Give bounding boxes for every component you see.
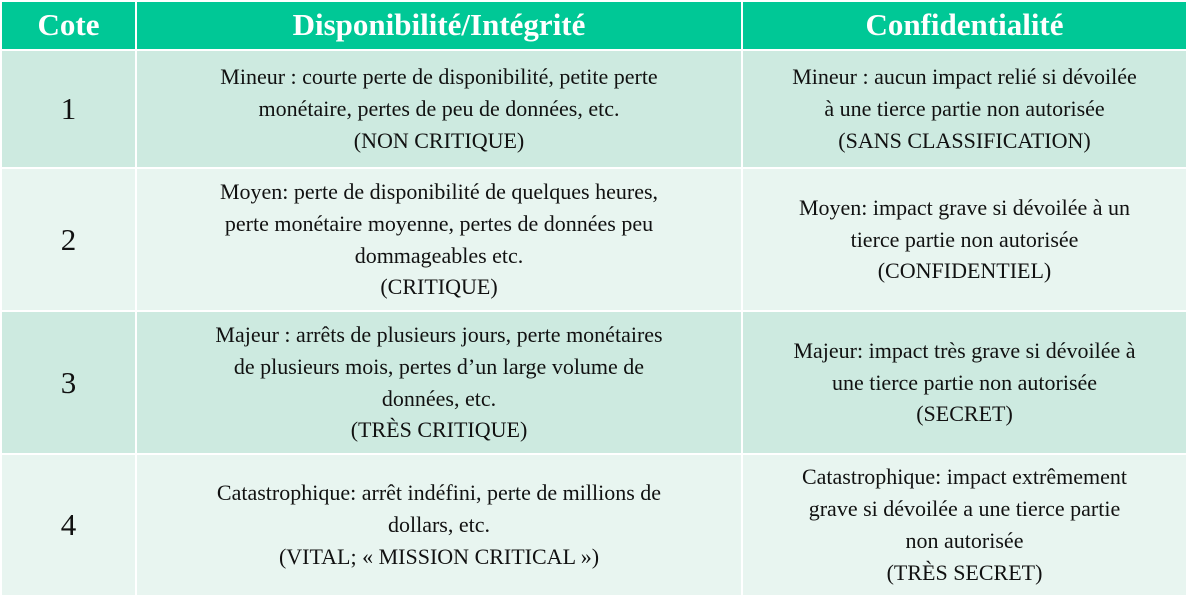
confidentiality-cell — [742, 50, 1186, 168]
cell-line: (CONFIDENTIEL) — [877, 258, 1052, 284]
cell-line: (SANS CLASSIFICATION) — [838, 127, 1091, 153]
cell-line: perte monétaire moyenne, pertes de données peu — [224, 210, 654, 236]
availability-cell — [136, 311, 742, 454]
availability-cell — [136, 168, 742, 311]
rating-cell: 3 — [1, 311, 136, 454]
cell-line: Moyen: perte de disponibilité de quelques heures, — [219, 178, 659, 204]
cell-line: Mineur : aucun impact relié si dévoilée — [792, 64, 1137, 90]
cell-line: monétaire, pertes de peu de données, etc. — [258, 96, 620, 122]
confidentiality-cell — [742, 454, 1186, 596]
cell-line: à une tierce partie non autorisée — [824, 96, 1105, 122]
cell-line: non autorisée — [905, 528, 1024, 553]
cell-line: grave si dévoilée a une tierce partie — [808, 496, 1121, 522]
header-availability-integrity: Disponibilité/Intégrité — [136, 1, 742, 50]
confidentiality-cell — [742, 168, 1186, 311]
cell-line: (TRÈS CRITIQUE) — [350, 417, 528, 443]
rating-cell: 1 — [1, 50, 136, 168]
header-row — [1, 1, 1186, 50]
table-row — [1, 311, 1186, 454]
confidentiality-cell — [742, 311, 1186, 454]
cell-line: Mineur : courte perte de disponibilité, petite perte — [220, 64, 658, 90]
cell-line: (TRÈS SECRET) — [886, 559, 1043, 585]
header-confidentiality: Confidentialité — [742, 1, 1186, 50]
header-rating: Cote — [1, 1, 136, 50]
cell-line: données, etc. — [381, 385, 497, 411]
cell-line: (NON CRITIQUE) — [353, 127, 525, 153]
cell-line: Catastrophique: impact extrêmement — [801, 464, 1127, 490]
cell-line: Catastrophique: arrêt indéfini, perte de millions de — [216, 480, 662, 506]
rating-cell: 4 — [1, 454, 136, 596]
availability-cell — [136, 454, 742, 596]
cell-line: dollars, etc. — [387, 512, 491, 538]
cell-line: de plusieurs mois, pertes d’un large volume de — [233, 353, 645, 379]
cell-line: (VITAL; « MISSION CRITICAL ») — [278, 543, 600, 569]
cell-line: une tierce partie non autorisée — [831, 369, 1098, 395]
table-row — [1, 454, 1186, 596]
cell-line: dommageables etc. — [354, 242, 524, 268]
cell-line: Moyen: impact grave si dévoilée à un — [798, 194, 1131, 220]
cell-line: (SECRET) — [916, 401, 1013, 427]
cell-line: tierce partie non autorisée — [850, 226, 1079, 252]
availability-cell — [136, 50, 742, 168]
cell-line: Majeur: impact très grave si dévoilée à — [793, 337, 1136, 363]
rating-cell: 2 — [1, 168, 136, 311]
table-row — [1, 168, 1186, 311]
cell-line: (CRITIQUE) — [380, 274, 498, 300]
cell-line: Majeur : arrêts de plusieurs jours, perte monétaires — [215, 321, 663, 347]
table-row — [1, 50, 1186, 168]
